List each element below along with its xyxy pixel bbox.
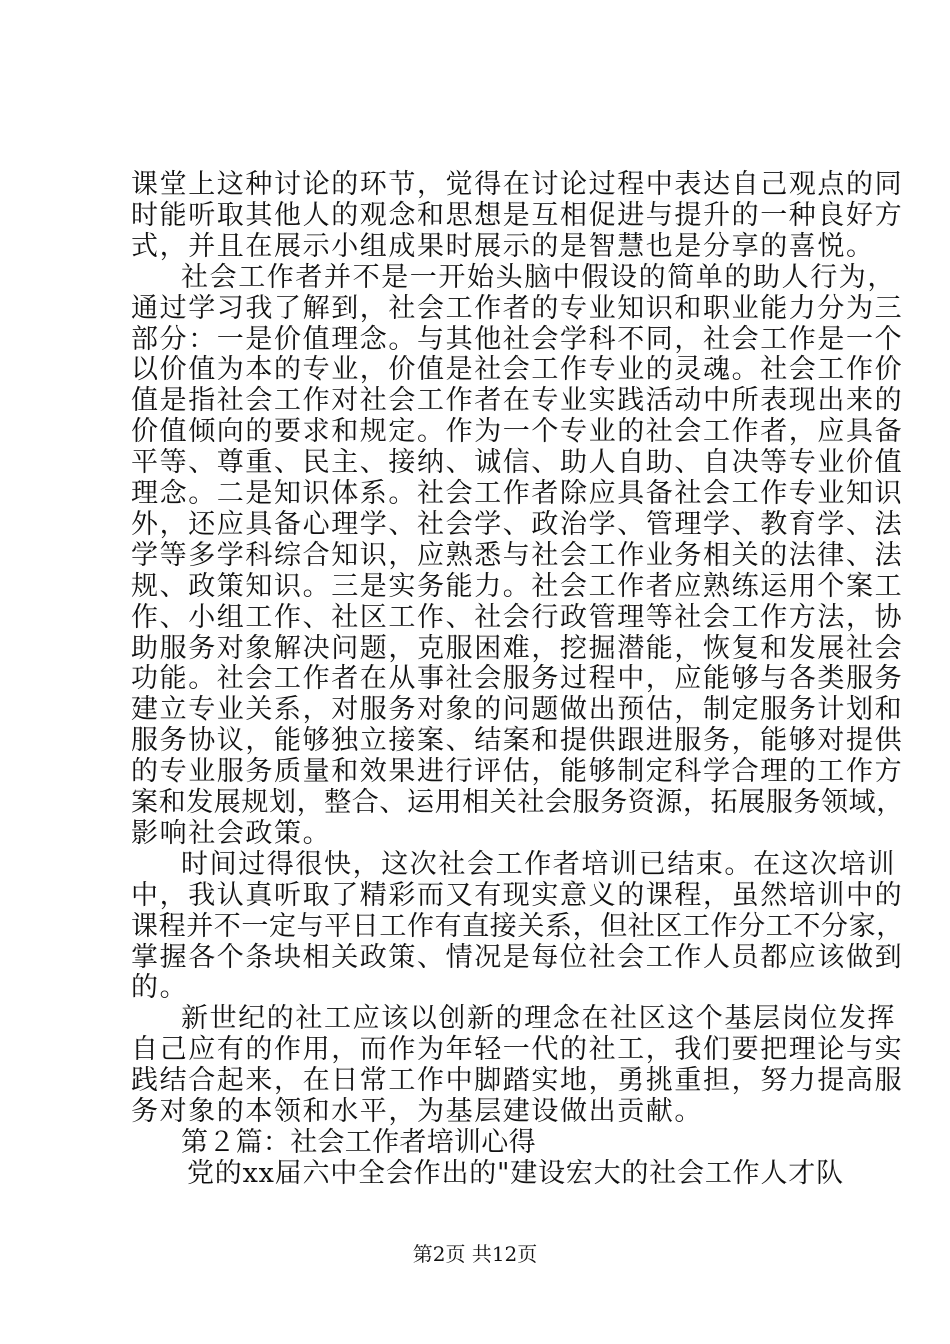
text-line: 平等、尊重、民主、接纳、诚信、助人自助、自决等专业价值	[131, 447, 904, 478]
text-line: 作、小组工作、社区工作、社会行政管理等社会工作方法，协	[131, 602, 904, 633]
text-line: 服务协议，能够独立接案、结案和提供跟进服务，能够对提供	[131, 725, 904, 756]
paragraph-start-line: 社会工作者并不是一开始头脑中假设的简单的助人行为，	[181, 262, 896, 293]
paragraph-start-line: 新世纪的社工应该以创新的理念在社区这个基层岗位发挥	[181, 1003, 896, 1034]
paragraph-start-line: 党的xx届六中全会作出的"建设宏大的社会工作人才队	[187, 1158, 844, 1189]
text-line: 功能。社会工作者在从事社会服务过程中，应能够与各类服务	[131, 663, 904, 694]
text-line: 值是指社会工作对社会工作者在专业实践活动中所表现出来的	[131, 385, 904, 416]
text-line: 中，我认真听取了精彩而又有现实意义的课程，虽然培训中的	[131, 880, 904, 911]
page-footer: 第2页 共12页	[412, 1242, 538, 1266]
text-line: 以价值为本的专业，价值是社会工作专业的灵魂。社会工作价	[131, 354, 904, 385]
text-line: 学等多学科综合知识，应熟悉与社会工作业务相关的法律、法	[131, 540, 904, 571]
text-line: 助服务对象解决问题，克服困难，挖掘潜能，恢复和发展社会	[131, 633, 904, 664]
text-line: 案和发展规划，整合、运用相关社会服务资源，拓展服务领域，	[131, 787, 904, 818]
paragraph-start-line: 时间过得很快，这次社会工作者培训已结束。在这次培训	[181, 849, 896, 880]
text-line: 式，并且在展示小组成果时展示的是智慧也是分享的喜悦。	[131, 231, 875, 262]
text-line: 的。	[131, 972, 189, 1003]
text-line: 践结合起来，在日常工作中脚踏实地，勇挑重担，努力提高服	[131, 1065, 904, 1096]
section-heading: 第２篇：社会工作者培训心得	[181, 1127, 536, 1158]
text-line: 课程并不一定与平日工作有直接关系，但社区工作分工不分家，	[131, 911, 904, 942]
text-line: 建立专业关系，对服务对象的问题做出预估，制定服务计划和	[131, 694, 904, 725]
text-line: 掌握各个条块相关政策、情况是每位社会工作人员都应该做到	[131, 942, 904, 973]
text-line: 务对象的本领和水平，为基层建设做出贡献。	[131, 1096, 703, 1127]
text-line: 自己应有的作用，而作为年轻一代的社工，我们要把理论与实	[131, 1034, 904, 1065]
text-line: 价值倾向的要求和规定。作为一个专业的社会工作者，应具备	[131, 416, 904, 447]
text-line: 的专业服务质量和效果进行评估，能够制定科学合理的工作方	[131, 756, 904, 787]
text-line: 部分：一是价值理念。与其他社会学科不同，社会工作是一个	[131, 324, 904, 355]
text-line: 外，还应具备心理学、社会学、政治学、管理学、教育学、法	[131, 509, 904, 540]
text-line: 时能听取其他人的观念和思想是互相促进与提升的一种良好方	[131, 200, 904, 231]
text-line: 课堂上这种讨论的环节，觉得在讨论过程中表达自己观点的同	[131, 169, 904, 200]
text-line: 通过学习我了解到，社会工作者的专业知识和职业能力分为三	[131, 293, 904, 324]
text-line: 规、政策知识。三是实务能力。社会工作者应熟练运用个案工	[131, 571, 904, 602]
text-line: 影响社会政策。	[131, 818, 332, 849]
text-line: 理念。二是知识体系。社会工作者除应具备社会工作专业知识	[131, 478, 904, 509]
